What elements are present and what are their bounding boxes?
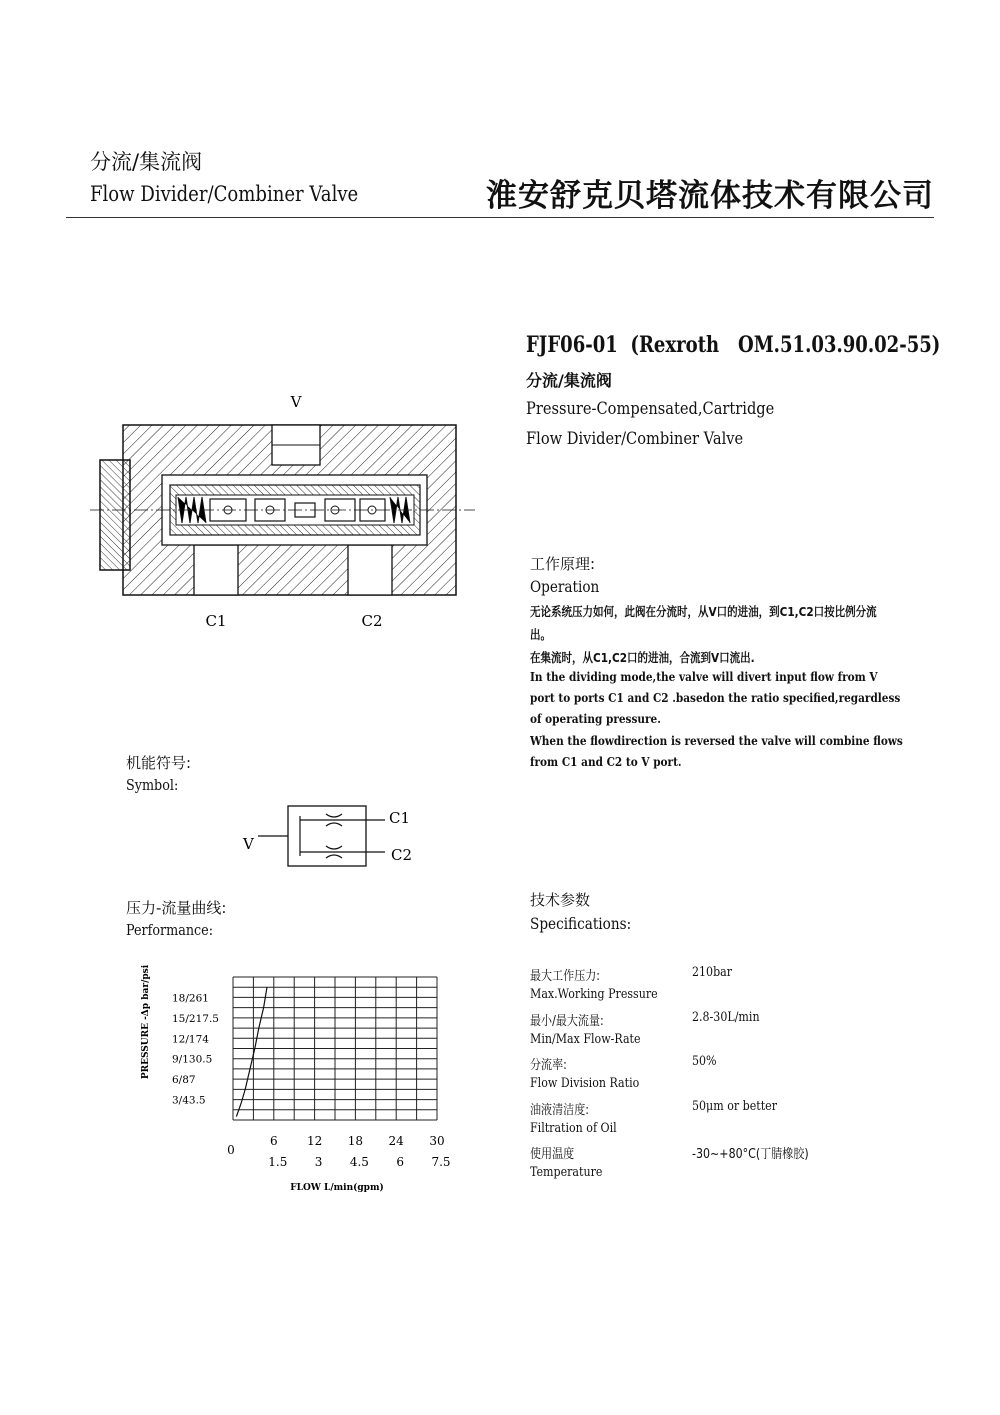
company-name: 淮安舒克贝塔流体技术有限公司	[486, 178, 934, 214]
port-c1-label: C1	[205, 612, 227, 630]
x-tick-label-secondary: 7.5	[431, 1155, 451, 1169]
y-tick-label: 6/87	[172, 1074, 196, 1087]
spec-label-cn: 最大工作压力:	[530, 969, 601, 984]
x-tick-label-secondary: 4.5	[349, 1155, 369, 1169]
header-divider	[66, 217, 934, 218]
y-tick-label: 3/43.5	[172, 1094, 206, 1107]
y-tick-label: 9/130.5	[172, 1053, 213, 1066]
spec-value: 50%	[692, 1054, 717, 1069]
symbol-title-en: Symbol:	[126, 776, 179, 794]
spec-label-en: Max.Working Pressure	[530, 987, 658, 1002]
operation-line: In the dividing mode,the valve will divert input flow from V	[530, 669, 878, 684]
y-axis-label: PRESSURE -Δp bar/psi	[141, 965, 151, 1080]
x-tick-label: 24	[388, 1134, 404, 1148]
performance-title-en: Performance:	[126, 921, 214, 939]
model-code: FJF06-01 (Rexroth OM.51.03.90.02-55)	[526, 332, 941, 358]
x-tick-label-secondary: 6	[396, 1155, 405, 1169]
y-tick-label: 15/217.5	[172, 1012, 219, 1025]
x-origin-label: 0	[227, 1143, 235, 1157]
operation-title-en: Operation	[530, 577, 600, 596]
operation-title-cn: 工作原理:	[530, 555, 596, 573]
header-title-en: Flow Divider/Combiner Valve	[90, 182, 359, 206]
spec-label-en: Temperature	[530, 1165, 603, 1180]
pressure-flow-chart	[130, 965, 470, 1200]
operation-line: 出。	[530, 627, 552, 642]
spec-label-en: Flow Division Ratio	[530, 1076, 640, 1091]
hydraulic-symbol	[230, 800, 420, 880]
symbol-port-v: V	[243, 835, 254, 853]
spec-value: 50μm or better	[692, 1099, 777, 1114]
operation-line: 在集流时，从C1,C2口的进油，合流到V口流出.	[530, 650, 755, 665]
specs-title-en: Specifications:	[530, 914, 632, 933]
operation-line: of operating pressure.	[530, 711, 661, 726]
port-c2-label: C2	[361, 612, 383, 630]
specs-title-cn: 技术参数	[530, 891, 591, 909]
y-tick-label: 12/174	[172, 1033, 209, 1046]
spec-value: -30~+80°C(丁腈橡胶)	[692, 1147, 809, 1162]
valve-section-drawing	[90, 385, 480, 635]
operation-line: port to ports C1 and C2 .basedon the ratio specified,regardless	[530, 690, 901, 705]
operation-line: 无论系统压力如何，此阀在分流时，从V口的进油，到C1,C2口按比例分流	[530, 604, 877, 619]
model-name-en-2: Flow Divider/Combiner Valve	[526, 429, 744, 449]
spec-value: 210bar	[692, 965, 733, 980]
x-tick-label: 18	[347, 1134, 364, 1148]
spec-label-en: Filtration of Oil	[530, 1121, 617, 1136]
chart-grid	[233, 977, 437, 1120]
model-name-cn: 分流/集流阀	[526, 371, 612, 390]
spec-label-cn: 使用温度	[530, 1147, 575, 1162]
symbol-title-cn: 机能符号:	[126, 754, 192, 772]
model-name-en-1: Pressure-Compensated,Cartridge	[526, 399, 775, 419]
symbol-port-c1: C1	[389, 809, 411, 827]
spec-label-en: Min/Max Flow-Rate	[530, 1032, 641, 1047]
x-tick-label-secondary: 3	[314, 1155, 323, 1169]
spec-label-cn: 分流率:	[530, 1058, 567, 1073]
performance-title-cn: 压力-流量曲线:	[126, 899, 227, 917]
spec-value: 2.8-30L/min	[692, 1010, 760, 1025]
spec-label-cn: 油液清洁度:	[530, 1103, 589, 1118]
chart-series-line	[236, 987, 267, 1116]
symbol-port-c2: C2	[391, 846, 413, 864]
x-tick-label: 12	[306, 1134, 323, 1148]
y-tick-label: 18/261	[172, 992, 209, 1005]
operation-line: When the flowdirection is reversed the valve will combine flows	[530, 733, 903, 748]
spec-label-cn: 最小/最大流量:	[530, 1014, 604, 1029]
header-title-cn: 分流/集流阀	[90, 150, 203, 174]
x-tick-label-secondary: 1.5	[268, 1155, 288, 1169]
x-axis-label: FLOW L/min(gpm)	[290, 1183, 384, 1193]
port-v-label: V	[290, 393, 302, 411]
operation-line: from C1 and C2 to V port.	[530, 754, 682, 769]
x-tick-label: 30	[429, 1134, 445, 1148]
x-tick-label: 6	[269, 1134, 278, 1148]
